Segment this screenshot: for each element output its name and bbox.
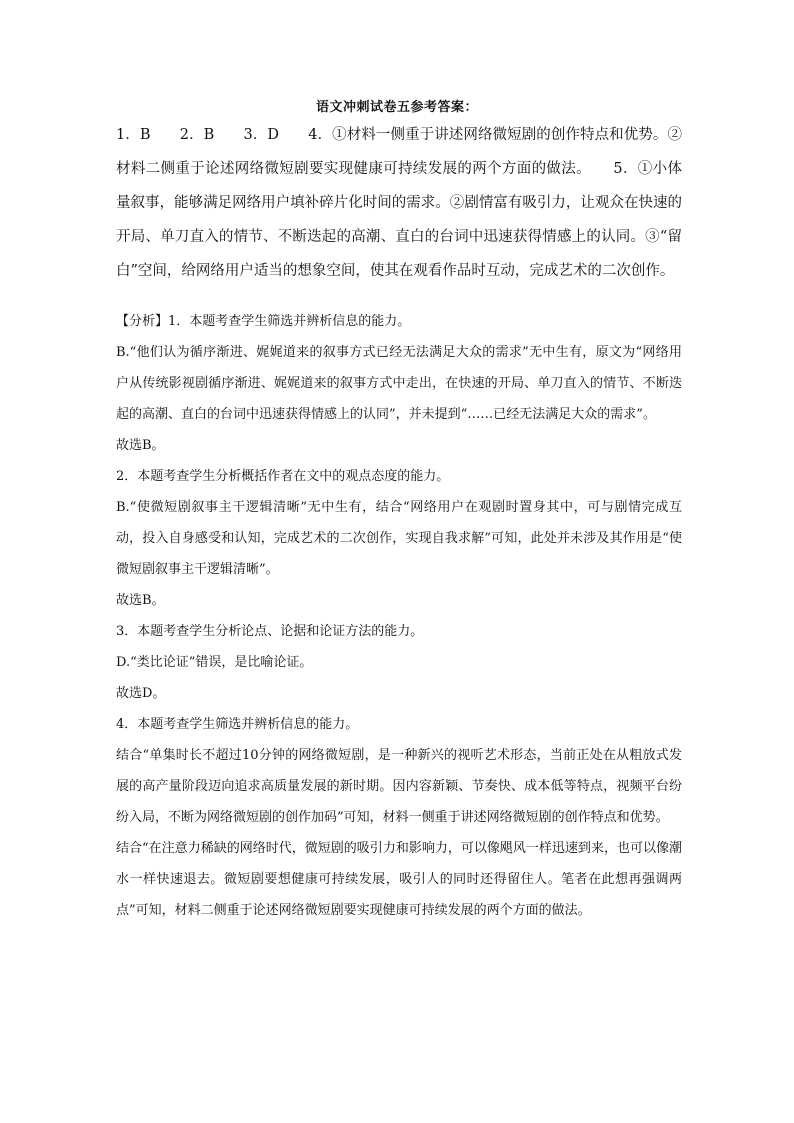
analysis-heading: 【分析】1．本题考查学生筛选并辨析信息的能力。: [116, 314, 411, 329]
analysis-paragraph: 结合“单集时长不超过10分钟的网络微短剧，是一种新兴的视听艺术形态，当前正处在从粗放式发展的高产量阶段迈向追求高质量发展的新时期。因内容新颖、节奏快、成本低等特点，视频平台纷纷入局，不断为网络微短剧的创作加码”可知，材料一侧重于讲述网络微短剧的创作特点和优势。: [116, 748, 682, 825]
analysis-heading: 2．本题考查学生分析概括作者在文中的观点态度的能力。: [116, 469, 450, 484]
analysis-section: [116, 306, 682, 926]
analysis-conclusion: 故选D。: [116, 686, 166, 701]
page-title: 语文冲刺试卷五参考答案：: [315, 100, 478, 115]
analysis-conclusion: 故选B。: [116, 438, 165, 453]
analysis-paragraph: D.“类比论证”错误，是比喻论证。: [116, 655, 313, 670]
answer-key: [116, 118, 682, 288]
analysis-paragraph: B.“他们认为循序渐进、娓娓道来的叙事方式已经无法满足大众的需求”无中生有，原文为“网络用户从传统影视剧循序渐进、娓娓道来的叙事方式中走出，在快速的开局、单刀直入的情节、不断迭起的高潮、直白的台词中迅速获得情感上的认同”，并未提到“……已经无法满足大众的需求”。: [116, 345, 682, 422]
analysis-heading: 3．本题考查学生分析论点、论据和论证方法的能力。: [116, 624, 424, 639]
analysis-paragraph: B.“使微短剧叙事主干逻辑清晰”无中生有，结合“网络用户在观剧时置身其中，可与剧情完成互动，投入自身感受和认知，完成艺术的二次创作，实现自我求解”可知，此处并未涉及其作用是“使微短剧叙事主干逻辑清晰”。: [116, 500, 682, 577]
analysis-conclusion: 故选B。: [116, 593, 165, 608]
analysis-heading: 4．本题考查学生筛选并辨析信息的能力。: [116, 717, 359, 732]
answers-paragraph: 1．B 2．B 3．D 4．①材料一侧重于讲述网络微短剧的创作特点和优势。②材料二侧重于论述网络微短剧要实现健康可持续发展的两个方面的做法。 5．①小体量叙事，能够满足网络用户填补碎片化时间的需求。②剧情富有吸引力，让观众在快速的开局、单刀直入的情节、不断迭起的高潮、直白的台词中迅速获得情感上的认同。③“留白”空间，给网络用户适当的想象空间，使其在观看作品时互动，完成艺术的二次创作。: [116, 127, 682, 279]
analysis-paragraph: 结合“在注意力稀缺的网络时代，微短剧的吸引力和影响力，可以像飓风一样迅速到来，也可以像潮水一样快速退去。微短剧要想健康可持续发展，吸引人的同时还得留住人。笔者在此想再强调两点”可知，材料二侧重于论述网络微短剧要实现健康可持续发展的两个方面的做法。: [116, 841, 682, 918]
